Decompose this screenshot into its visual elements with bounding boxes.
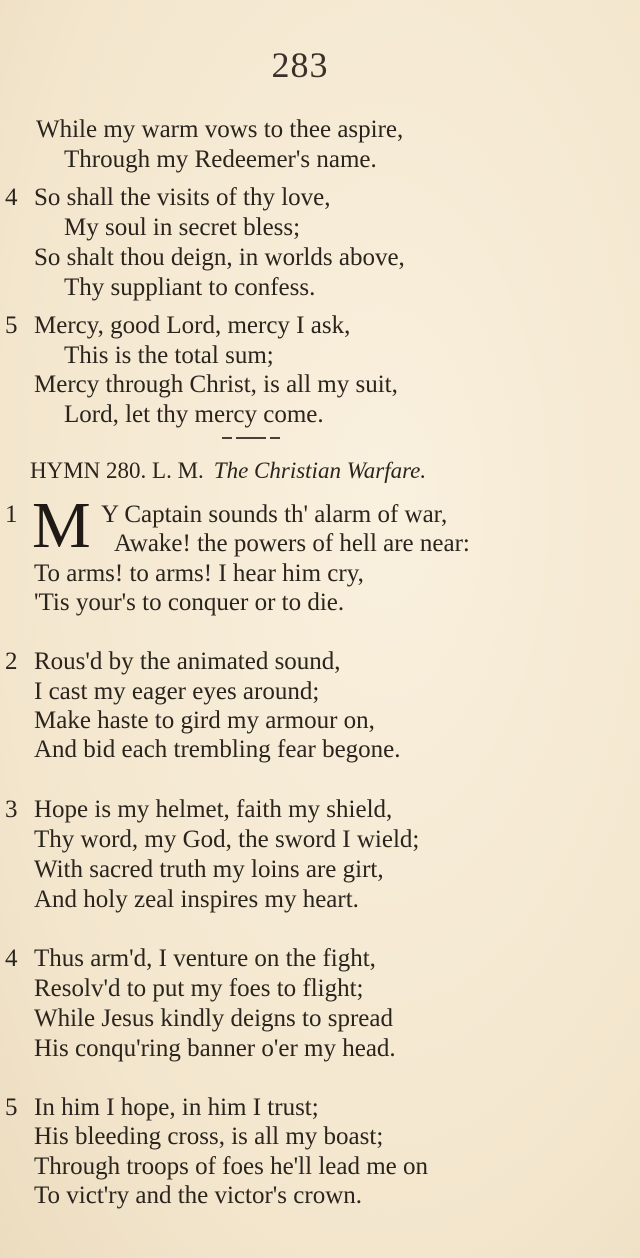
- page-number: 283: [271, 45, 329, 85]
- hymn-title: HYMN 280. L. M.: [30, 458, 204, 483]
- verse-line: Thus arm'd, I venture on the fight,: [34, 945, 376, 972]
- verse-line: And bid each trembling fear begone.: [34, 736, 401, 763]
- verse-line: Make haste to gird my armour on,: [34, 707, 375, 734]
- verse-line: So shall the visits of thy love,: [34, 184, 331, 211]
- verse-number: 2: [5, 648, 18, 675]
- verse-line: Awake! the powers of hell are near:: [114, 530, 470, 557]
- hymn-subtitle: The Christian Warfare.: [213, 458, 427, 483]
- verse-line: His bleeding cross, is all my boast;: [34, 1123, 384, 1150]
- verse-line: Rous'd by the animated sound,: [34, 648, 341, 675]
- verse-number: 3: [5, 796, 18, 823]
- verse-line: Thy word, my God, the sword I wield;: [34, 826, 420, 853]
- verse-line: This is the total sum;: [64, 342, 274, 369]
- verse-line: Through troops of foes he'll lead me on: [34, 1153, 428, 1180]
- drop-cap: M: [32, 489, 91, 562]
- verse-line: While Jesus kindly deigns to spread: [34, 1005, 393, 1032]
- verse-number: 5: [5, 1094, 18, 1121]
- hymn-heading: [30, 456, 426, 486]
- verse-line: Hope is my helmet, faith my shield,: [34, 796, 393, 823]
- verse-line: And holy zeal inspires my heart.: [34, 886, 359, 913]
- verse-line: To arms! to arms! I hear him cry,: [34, 560, 364, 587]
- verse-line: Resolv'd to put my foes to flight;: [34, 975, 364, 1002]
- ornament-rule: [222, 436, 280, 440]
- verse-line: 'Tis your's to conquer or to die.: [34, 589, 345, 616]
- verse-line: Thy suppliant to confess.: [64, 274, 316, 301]
- verse-line: While my warm vows to thee aspire,: [36, 116, 404, 143]
- verse-line: Y Captain sounds th' alarm of war,: [101, 501, 448, 528]
- verse-line: Through my Redeemer's name.: [64, 146, 377, 173]
- verse-line: In him I hope, in him I trust;: [34, 1094, 319, 1121]
- verse-line: Mercy, good Lord, mercy I ask,: [34, 312, 351, 339]
- verse-line: With sacred truth my loins are girt,: [34, 856, 384, 883]
- verse-number: 4: [5, 184, 18, 211]
- verse-number: 4: [5, 945, 18, 972]
- verse-line: I cast my eager eyes around;: [34, 678, 320, 705]
- verse-number: 5: [5, 312, 18, 339]
- verse-line: His conqu'ring banner o'er my head.: [34, 1035, 396, 1062]
- verse-line: So shalt thou deign, in worlds above,: [34, 244, 405, 271]
- verse-line: Lord, let thy mercy come.: [64, 401, 324, 428]
- verse-line: Mercy through Christ, is all my suit,: [34, 371, 398, 398]
- verse-number: 1: [5, 501, 18, 528]
- verse-line: To vict'ry and the victor's crown.: [34, 1182, 363, 1209]
- verse-line: My soul in secret bless;: [64, 214, 301, 241]
